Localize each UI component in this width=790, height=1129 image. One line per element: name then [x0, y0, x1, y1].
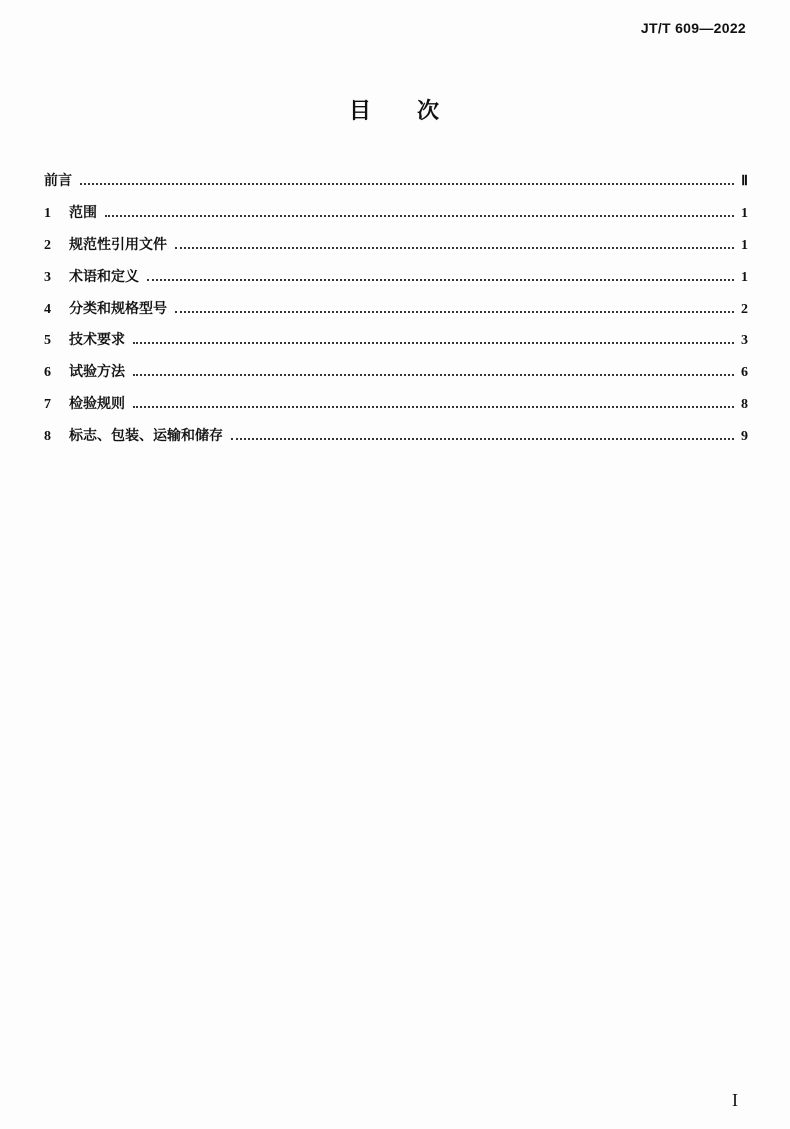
toc-leader-dots [80, 182, 734, 185]
page-number: I [732, 1090, 738, 1110]
table-of-contents [44, 170, 748, 457]
toc-entry-label: 范围 [69, 204, 97, 221]
toc-entry-page: 2 [741, 301, 748, 317]
toc-leader-dots [175, 310, 734, 313]
toc-entry-page: 9 [741, 429, 748, 445]
toc-entry-number: 1 [44, 205, 51, 221]
toc-leader-dots [105, 214, 734, 217]
toc-entry-page: 1 [741, 205, 748, 221]
toc-leader-dots [133, 373, 734, 376]
toc-entry-page: 1 [741, 237, 748, 253]
toc-entry-inspection-rules[interactable] [44, 393, 748, 425]
toc-entry-classification[interactable] [44, 298, 748, 330]
toc-entry-label: 分类和规格型号 [69, 300, 167, 317]
toc-entry-label: 试验方法 [69, 364, 125, 381]
toc-entry-test-methods[interactable] [44, 361, 748, 393]
toc-title [0, 94, 790, 125]
toc-entry-page: Ⅱ [741, 174, 748, 189]
toc-entry-label: 规范性引用文件 [69, 236, 167, 253]
toc-leader-dots [231, 437, 734, 440]
toc-entry-label: 术语和定义 [69, 268, 139, 285]
toc-entry-page: 1 [741, 269, 748, 285]
toc-entry-number: 7 [44, 397, 51, 413]
document-code: JT/T 609—2022 [640, 20, 746, 36]
toc-entry-number: 6 [44, 365, 51, 381]
toc-leader-dots [147, 278, 734, 281]
toc-title-part1: 目 [348, 99, 373, 124]
toc-entry-page: 3 [741, 333, 748, 349]
toc-entry-label: 技术要求 [69, 332, 125, 349]
toc-entry-foreword[interactable] [44, 170, 748, 202]
toc-title-part2: 次 [417, 99, 442, 124]
toc-entry-number: 4 [44, 301, 51, 317]
toc-leader-dots [133, 405, 734, 408]
toc-entry-marking-packaging[interactable] [44, 425, 748, 457]
toc-leader-dots [175, 246, 734, 249]
toc-entry-number: 8 [44, 429, 51, 445]
toc-entry-page: 6 [741, 365, 748, 381]
toc-entry-scope[interactable] [44, 202, 748, 234]
toc-entry-normative-references[interactable] [44, 234, 748, 266]
toc-leader-dots [133, 341, 734, 344]
toc-entry-number: 5 [44, 333, 51, 349]
toc-entry-number: 3 [44, 269, 51, 285]
toc-entry-label: 检验规则 [69, 396, 125, 413]
toc-entry-label: 标志、包装、运输和储存 [69, 428, 223, 445]
toc-entry-terms-definitions[interactable] [44, 266, 748, 298]
toc-entry-label: 前言 [44, 173, 72, 189]
toc-entry-technical-requirements[interactable] [44, 329, 748, 361]
toc-entry-number: 2 [44, 237, 51, 253]
toc-entry-page: 8 [741, 397, 748, 413]
